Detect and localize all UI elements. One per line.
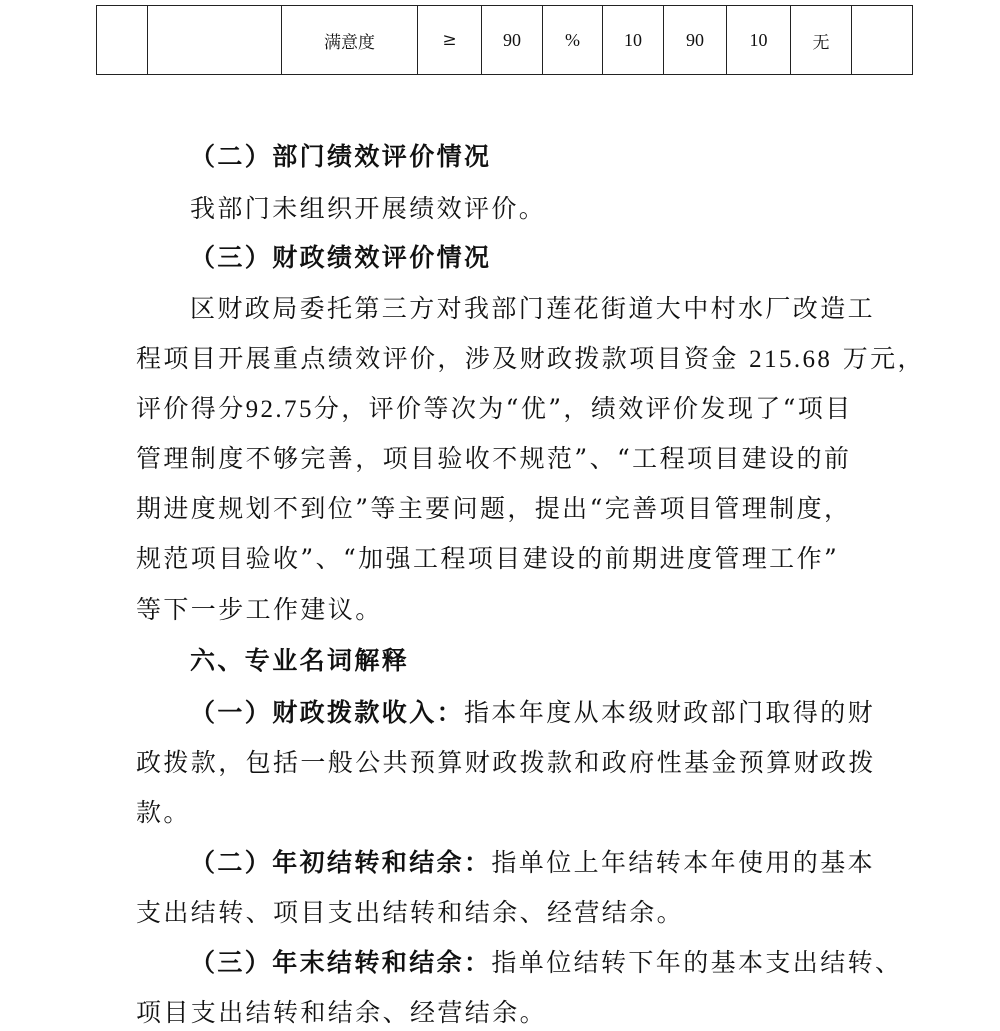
term-title: （二）年初结转和结余： [190,848,492,877]
term-title: （三）年末结转和结余： [190,948,492,977]
evaluation-score: 92.75 [245,396,314,423]
term-line [190,850,875,875]
term-title: （一）财政拨款收入： [190,698,465,727]
table-cell [852,6,913,75]
term-line [190,950,902,975]
term-definition: 指单位上年结转本年使用的基本 [491,848,876,877]
table-row [97,6,913,75]
amount-unit: 万元， [842,344,925,373]
indicator-name-cell: 满意度 [282,6,418,75]
section-2-body: 我部门未组织开展绩效评价。 [190,194,547,223]
actual-value-cell: 90 [664,6,727,75]
paragraph-text: 程项目开展重点绩效评价，涉及财政拨款项目资金 [136,344,739,373]
paragraph-text: 评价得分 [136,394,246,423]
project-amount: 215.68 [749,346,833,373]
paragraph-line: 管理制度不够完善，项目验收不规范”、“工程项目建设的前 [136,444,852,473]
unit-cell: % [543,6,603,75]
term-definition: 指单位结转下年的基本支出结转、 [491,948,903,977]
paragraph-line: 期进度规划不到位”等主要问题，提出“完善项目管理制度， [136,494,852,523]
score-cell: 10 [727,6,791,75]
operator-cell: ≥ [418,6,482,75]
deviation-reason-cell: 无 [791,6,852,75]
performance-table-fragment [96,5,913,75]
paragraph-line [136,346,925,372]
table-cell [97,6,148,75]
paragraph-line: 等下一步工作建议。 [136,595,383,624]
paragraph-text: 分，评价等次为“优”，绩效评价发现了“项目 [313,394,853,423]
paragraph-line [136,396,853,422]
paragraph-line: 规范项目验收”、“加强工程项目建设的前期进度管理工作” [136,544,840,573]
section-6-heading: 六、专业名词解释 [190,646,410,675]
term-line: 项目支出结转和结余、经营结余。 [136,998,548,1027]
weight-cell: 10 [603,6,664,75]
term-line: 支出结转、项目支出结转和结余、经营结余。 [136,898,685,927]
target-value-cell: 90 [482,6,543,75]
table-cell [148,6,282,75]
term-line: 政拨款，包括一般公共预算财政拨款和政府性基金预算财政拨 [136,748,876,777]
section-3-heading: （三）财政绩效评价情况 [190,243,492,272]
paragraph-line: 区财政局委托第三方对我部门莲花街道大中村水厂改造工 [190,294,876,323]
term-line: 款。 [136,798,191,827]
term-line [190,700,875,725]
section-2-heading: （二）部门绩效评价情况 [190,142,492,171]
term-definition: 指本年度从本级财政部门取得的财 [464,698,876,727]
